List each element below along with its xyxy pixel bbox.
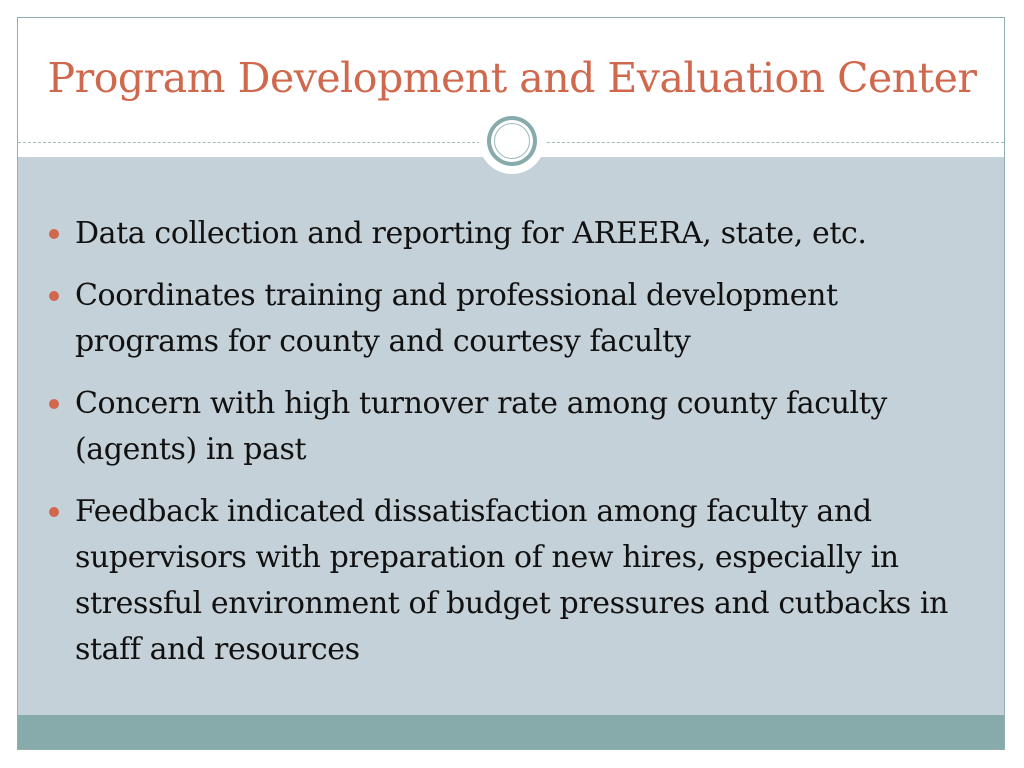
bullet-text: Feedback indicated dissatisfaction among faculty and supervisors with preparation of new hires, especially in stressful environment of budget pressures and cutbacks in staff and resources [75, 494, 949, 667]
bullet-item [49, 211, 989, 257]
bullet-item [49, 273, 989, 365]
ornament-core [494, 123, 530, 159]
bullet-item [49, 489, 989, 673]
bullet-text: Coordinates training and professional development programs for county and courtesy faculty [75, 278, 838, 359]
bullet-dot-icon [49, 229, 59, 239]
slide-title: Program Development and Evaluation Center [47, 54, 977, 102]
circle-ornament-icon [479, 108, 545, 174]
bullet-dot-icon [49, 291, 59, 301]
footer-band [18, 715, 1004, 749]
bullet-item [49, 381, 989, 473]
bullet-list [49, 211, 989, 689]
ornament-ring [487, 116, 537, 166]
bullet-text: Concern with high turnover rate among county faculty (agents) in past [75, 386, 887, 467]
bullet-dot-icon [49, 399, 59, 409]
ornament-inner [491, 120, 533, 162]
bullet-dot-icon [49, 507, 59, 517]
bullet-text: Data collection and reporting for AREERA, state, etc. [75, 216, 867, 251]
